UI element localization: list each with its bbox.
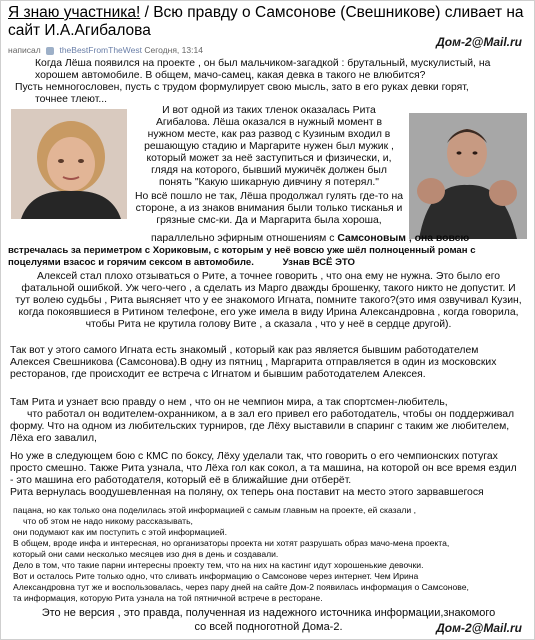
text-line: И вот одной из таких тленок оказалась Рита bbox=[162, 105, 376, 116]
text-line: Это не версия , это правда, полученная из надежного источника информации,знакомого bbox=[41, 607, 496, 619]
text-line: Алексея Свешникова (Самсонова).В одну из пятниц , Маргарита отправляется в один из московских bbox=[10, 357, 497, 368]
text-line: просто смешно. Также Рита узнала, что Лёха гол как сокол, а та машина, на которой он все время ездил bbox=[10, 463, 517, 474]
text-line: глядя на которого, бывший мужичёк должен был bbox=[151, 165, 387, 176]
text-line-small: Дело в том, что такие парни интересны проекту тем, что на них на кастинг идут хорошенькие девочки. bbox=[13, 560, 424, 570]
text-line: Когда Лёша появился на проекте , он был мальчиком-загадкой : брутальный, мускулистый, на bbox=[35, 58, 491, 69]
text-line: грязные смс-ки. Да и Маргарита была хороша, bbox=[156, 215, 382, 226]
text-line: Но уже в следующем бою с КМС по боксу, Лёху уделали так, что говорить о его чемпионских потугах bbox=[10, 451, 498, 462]
text-line-small: В общем, вроде инфа и интересная, но организаторы проекта ни хотят разрушать образ мачо-мена проекта, bbox=[13, 538, 450, 548]
text-line: Пусть немногословен, пусть с трудом формулирует свою мысль, зато в его руках девки горят, bbox=[15, 82, 469, 93]
text-line: чтобы Рита не крутила голову Вите , а сказала , что у неё в сердце другой). bbox=[85, 319, 452, 330]
text-fragment-bold: поцелуями взасос и горячим сексом в автомобиле. bbox=[8, 257, 254, 268]
topic-link[interactable]: Я знаю участника! bbox=[8, 4, 141, 21]
text-line: - это машина его работодателя, который её в ближайшие дни отберёт. bbox=[10, 475, 352, 486]
text-line: ресторанов, где происходит ее встреча с Игнатом и бывшим работодателем Алексея. bbox=[10, 369, 426, 380]
meta-prefix: написал bbox=[8, 45, 41, 55]
text-line: Рита вернулась воодушевленная на поляну, ох теперь она поставит на место этого зарвавшегося bbox=[10, 487, 484, 498]
text-line-small: они подумают как им поступить с этой информацией. bbox=[13, 527, 227, 537]
text-line: Так вот у этого самого Игната есть знакомый , который как раз является бывшим работодателем bbox=[10, 345, 479, 356]
post-title: / Всю правду о Самсонове (Свешникове) сливает на сайт И.А.Агибалова bbox=[8, 4, 524, 39]
post-meta bbox=[8, 45, 203, 55]
text-line: форму. Что на одном из любительских турниров, где Лёху выставили в спаринг с таким же любителем, bbox=[10, 421, 510, 432]
text-line: который может за неё заступиться и физически, и, bbox=[146, 153, 392, 164]
text-line: стороне, а из знаков внимания были только тисканья и bbox=[135, 203, 403, 214]
text-line: решающую стадию и Маргарите нужен был мужик , bbox=[144, 141, 394, 152]
text-fragment: параллельно эфирным отношениям с bbox=[151, 233, 335, 244]
text-line-small: Вот и осталось Рите только одно, что сливать информацию о Самсонове через интернет. Чем Ирина bbox=[13, 571, 419, 581]
text-line-bold: встречалась за периметром с Хориковым, с которым у неё вовсю уже шёл полноценный роман с bbox=[8, 245, 476, 256]
text-line: Агибалова. Лёша оказался в нужный момент в bbox=[155, 117, 383, 128]
text-fragment-bold: Самсоновым , она вовсю bbox=[337, 233, 470, 244]
text-line: нужном месте, как раз развод с Кузиным входил в bbox=[147, 129, 391, 140]
post-date: Сегодня, 13:14 bbox=[144, 45, 203, 55]
text-line: хорошем автомобиле. В общем, мачо-самец, какая девка в такого не влюбится? bbox=[35, 70, 426, 81]
text-line: тут волею судьбы , Рита выясняет что у ее знакомого Игната, помните такого?(это имя озвучивал Кузин, bbox=[15, 295, 522, 306]
photo-woman bbox=[11, 109, 127, 219]
text-line-small: пацана, но как только она поделилась этой информацией с самым главным на проекте, ей сказали , bbox=[13, 505, 416, 515]
watermark-bottom: Дом-2@Mail.ru bbox=[436, 621, 522, 635]
text-line: Лёха его завалил, bbox=[10, 433, 97, 444]
text-line: когда покоявшиеся в Ритином телефоне, его уже имела в виду Ирина Александровна , когда говорила, bbox=[18, 307, 519, 318]
text-line-small: который они сами несколько месяцев изо дня в день и создавали. bbox=[13, 549, 279, 559]
author-link[interactable]: theBestFromTheWest bbox=[59, 45, 142, 55]
watermark-top: Дом-2@Mail.ru bbox=[436, 35, 522, 49]
text-line-small: что об этом не надо никому рассказывать, bbox=[23, 516, 193, 526]
user-icon bbox=[46, 47, 54, 55]
text-fragment-bold: Узнав ВСЁ ЭТО bbox=[282, 257, 356, 268]
text-line-bold bbox=[8, 257, 355, 269]
text-line: что работал он водителем-охранником, а в зал его привел его работодатель, чтобы он поддерживал bbox=[27, 409, 515, 420]
photo-man bbox=[409, 113, 527, 239]
text-line: Но всё пошло не так, Лёша продолжал гулять где-то на bbox=[134, 191, 404, 202]
text-line: фатальной ошибкой. Уж чего-чего , а сделать из Марго дважды брошенку, такого никто не допустит. И bbox=[21, 283, 516, 294]
text-line-small: Александровна тут же и воспользовалась, через пару дней на сайте Дом-2 появилась информация о Самсонове, bbox=[13, 582, 469, 592]
text-line: со всей подноготной Дома-2. bbox=[194, 621, 343, 633]
text-line: понять "Какую шикарную дивчину я потерял." bbox=[159, 177, 379, 188]
text-line: точнее тлеют... bbox=[35, 94, 107, 105]
text-line: Там Рита и узнает всю правду о нем , что он не чемпион мира, а так спортсмен-любитель, bbox=[10, 397, 448, 408]
text-line: Алексей стал плохо отзываться о Рите, а точнее говорить , что она ему не нужна. Это было его bbox=[36, 271, 501, 282]
text-line-small: та информация, которую Рита узнала на той пятничной встрече в ресторане. bbox=[13, 593, 323, 603]
text-line bbox=[151, 233, 469, 245]
